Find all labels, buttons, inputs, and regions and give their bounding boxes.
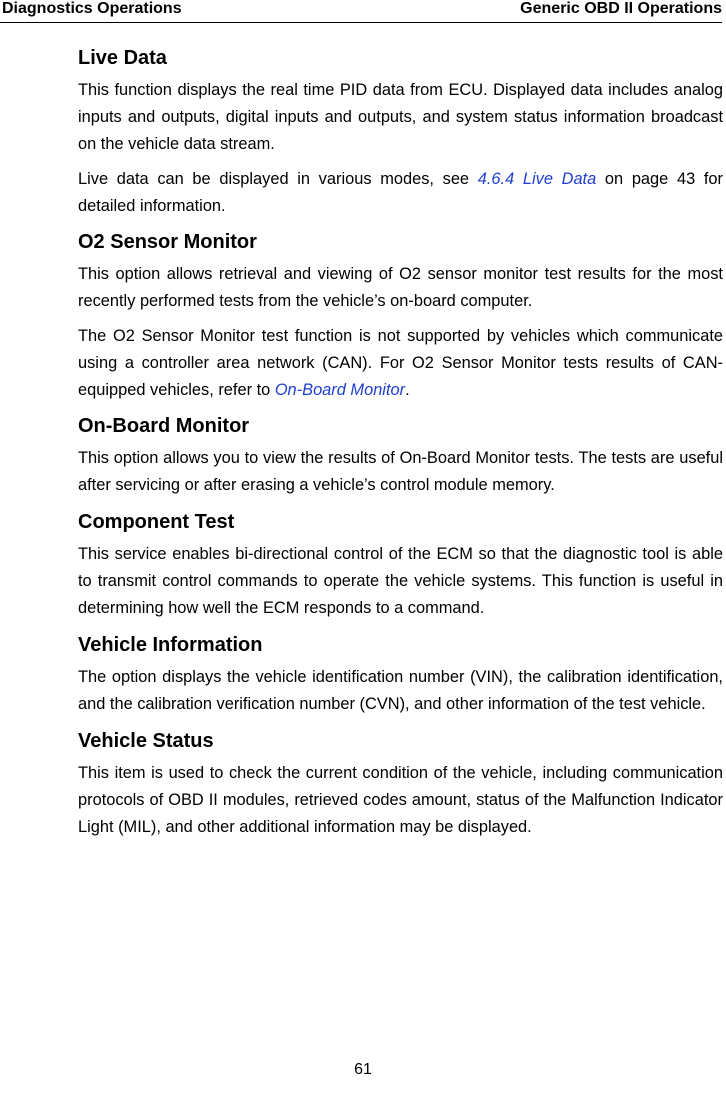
paragraph-on-board-monitor-description: This option allows you to view the results of On-Board Monitor tests. The tests are useful after servicing or after erasing a vehicle’s control module memory. [78,449,723,494]
paragraph-vehicle-status-description: This item is used to check the current condition of the vehicle, including communication protocols of OBD II modules, retrieved codes amount, status of the Malfunction Indicator Light (MIL), and other additional information may be displayed. [78,764,723,836]
page-number: 61 [354,1061,372,1078]
section-on-board-monitor [78,412,723,499]
header-section-title: Generic OBD II Operations [520,0,722,17]
heading-o2-sensor-monitor: O2 Sensor Monitor [78,231,257,253]
paragraph-component-test-description: This service enables bi-directional control of the ECM so that the diagnostic tool is able to transmit control commands to operate the vehicle systems. This function is useful in determining how well the ECM responds to a command. [78,545,723,617]
heading-live-data: Live Data [78,47,167,69]
heading-component-test: Component Test [78,511,235,533]
section-vehicle-status [78,727,723,841]
paragraph-o2-sensor-can-note [78,323,723,404]
header-chapter-title: Diagnostics Operations [2,0,182,17]
section-vehicle-information [78,631,723,718]
link-live-data-section[interactable]: 4.6.4 Live Data [477,170,597,188]
live-data-reference-text-before: Live data can be displayed in various modes, see [78,170,478,188]
live-data-reference-text-after: on page 43 for detailed information. [78,170,723,215]
heading-vehicle-status: Vehicle Status [78,730,214,752]
link-on-board-monitor[interactable]: On-Board Monitor [274,381,406,399]
page-header [0,0,722,23]
paragraph-vehicle-information-description: The option displays the vehicle identification number (VIN), the calibration identification, and the calibration verification number (CVN), and other information of the test vehicle. [78,668,723,713]
section-o2-sensor-monitor [78,228,723,404]
heading-on-board-monitor: On-Board Monitor [78,415,250,437]
section-live-data [78,44,723,220]
paragraph-o2-sensor-description: This option allows retrieval and viewing of O2 sensor monitor test results for the most recently performed tests from the vehicle’s on-board computer. [78,265,723,310]
paragraph-live-data-reference [78,166,723,220]
paragraph-live-data-description: This function displays the real time PID data from ECU. Displayed data includes analog inputs and outputs, digital inputs and outputs, and system status information broadcast on the vehicle data stream. [78,81,723,153]
heading-vehicle-information: Vehicle Information [78,634,263,656]
page-content [78,44,723,841]
section-component-test [78,508,723,622]
o2-note-text-before: The O2 Sensor Monitor test function is not supported by vehicles which communicate using a controller area network (CAN). For O2 Sensor Monitor tests results of CAN-equipped vehicles, refer to [78,327,723,399]
o2-note-text-after: . [405,381,410,399]
